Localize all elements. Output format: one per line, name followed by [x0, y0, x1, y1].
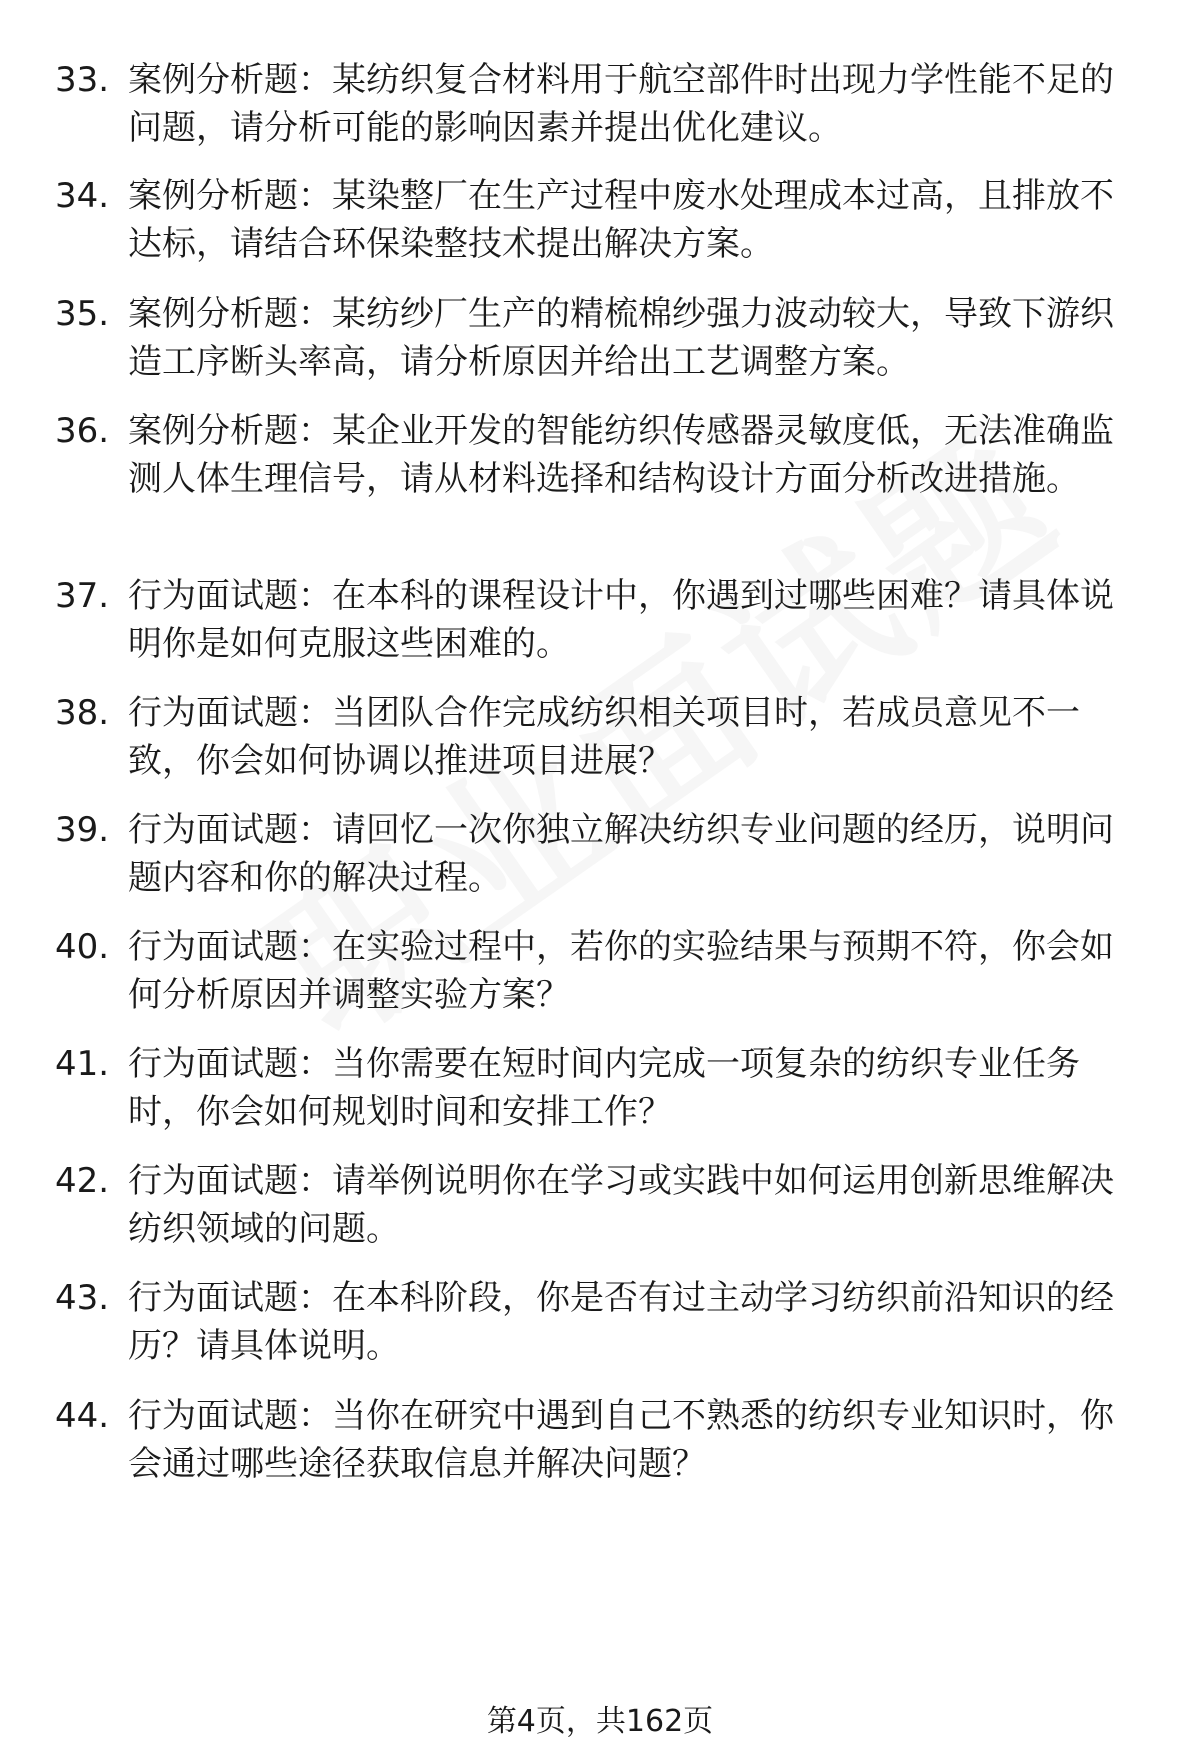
question-text: 行为面试题：当你需要在短时间内完成一项复杂的纺织专业任务时，你会如何规划时间和安排工作？ — [128, 1044, 1080, 1132]
question-text: 行为面试题：在实验过程中，若你的实验结果与预期不符，你会如何分析原因并调整实验方案？ — [128, 927, 1114, 1015]
question-number: 36. — [55, 411, 110, 451]
question-item — [55, 407, 1145, 503]
question-number: 33. — [55, 60, 110, 100]
question-item — [55, 689, 1145, 785]
question-text: 行为面试题：当团队合作完成纺织相关项目时，若成员意见不一致，你会如何协调以推进项目进展？ — [128, 693, 1080, 781]
question-item — [55, 1157, 1145, 1253]
question-text: 行为面试题：请举例说明你在学习或实践中如何运用创新思维解决纺织领域的问题。 — [128, 1161, 1114, 1249]
question-number: 37. — [55, 576, 110, 616]
question-text: 行为面试题：在本科阶段，你是否有过主动学习纺织前沿知识的经历？请具体说明。 — [128, 1278, 1114, 1366]
question-item — [55, 572, 1145, 668]
question-item — [55, 1274, 1145, 1370]
question-number: 39. — [55, 810, 110, 850]
question-number: 43. — [55, 1278, 110, 1318]
question-text: 案例分析题：某纺纱厂生产的精梳棉纱强力波动较大，导致下游织造工序断头率高，请分析原因并给出工艺调整方案。 — [128, 294, 1114, 382]
question-text: 行为面试题：在本科的课程设计中，你遇到过哪些困难？请具体说明你是如何克服这些困难的。 — [128, 576, 1114, 664]
question-text: 案例分析题：某企业开发的智能纺织传感器灵敏度低，无法准确监测人体生理信号，请从材料选择和结构设计方面分析改进措施。 — [128, 411, 1114, 499]
page-footer: 第4页，共162页 — [486, 1704, 714, 1739]
question-number: 41. — [55, 1044, 110, 1084]
question-text: 行为面试题：请回忆一次你独立解决纺织专业问题的经历，说明问题内容和你的解决过程。 — [128, 810, 1114, 898]
question-number: 38. — [55, 693, 110, 733]
question-item — [55, 56, 1145, 152]
question-number: 40. — [55, 927, 110, 967]
question-text: 案例分析题：某染整厂在生产过程中废水处理成本过高，且排放不达标，请结合环保染整技术提出解决方案。 — [128, 176, 1114, 264]
question-item — [55, 923, 1145, 1019]
question-text: 案例分析题：某纺织复合材料用于航空部件时出现力学性能不足的问题，请分析可能的影响因素并提出优化建议。 — [128, 60, 1114, 148]
question-item — [55, 290, 1145, 386]
question-text: 行为面试题：当你在研究中遇到自己不熟悉的纺织专业知识时，你会通过哪些途径获取信息并解决问题？ — [128, 1396, 1114, 1484]
question-number: 34. — [55, 176, 110, 216]
question-number: 42. — [55, 1161, 110, 1201]
question-item — [55, 806, 1145, 902]
question-item — [55, 1392, 1145, 1488]
question-item — [55, 172, 1145, 268]
question-number: 44. — [55, 1396, 110, 1436]
question-item — [55, 1040, 1145, 1136]
question-number: 35. — [55, 294, 110, 334]
